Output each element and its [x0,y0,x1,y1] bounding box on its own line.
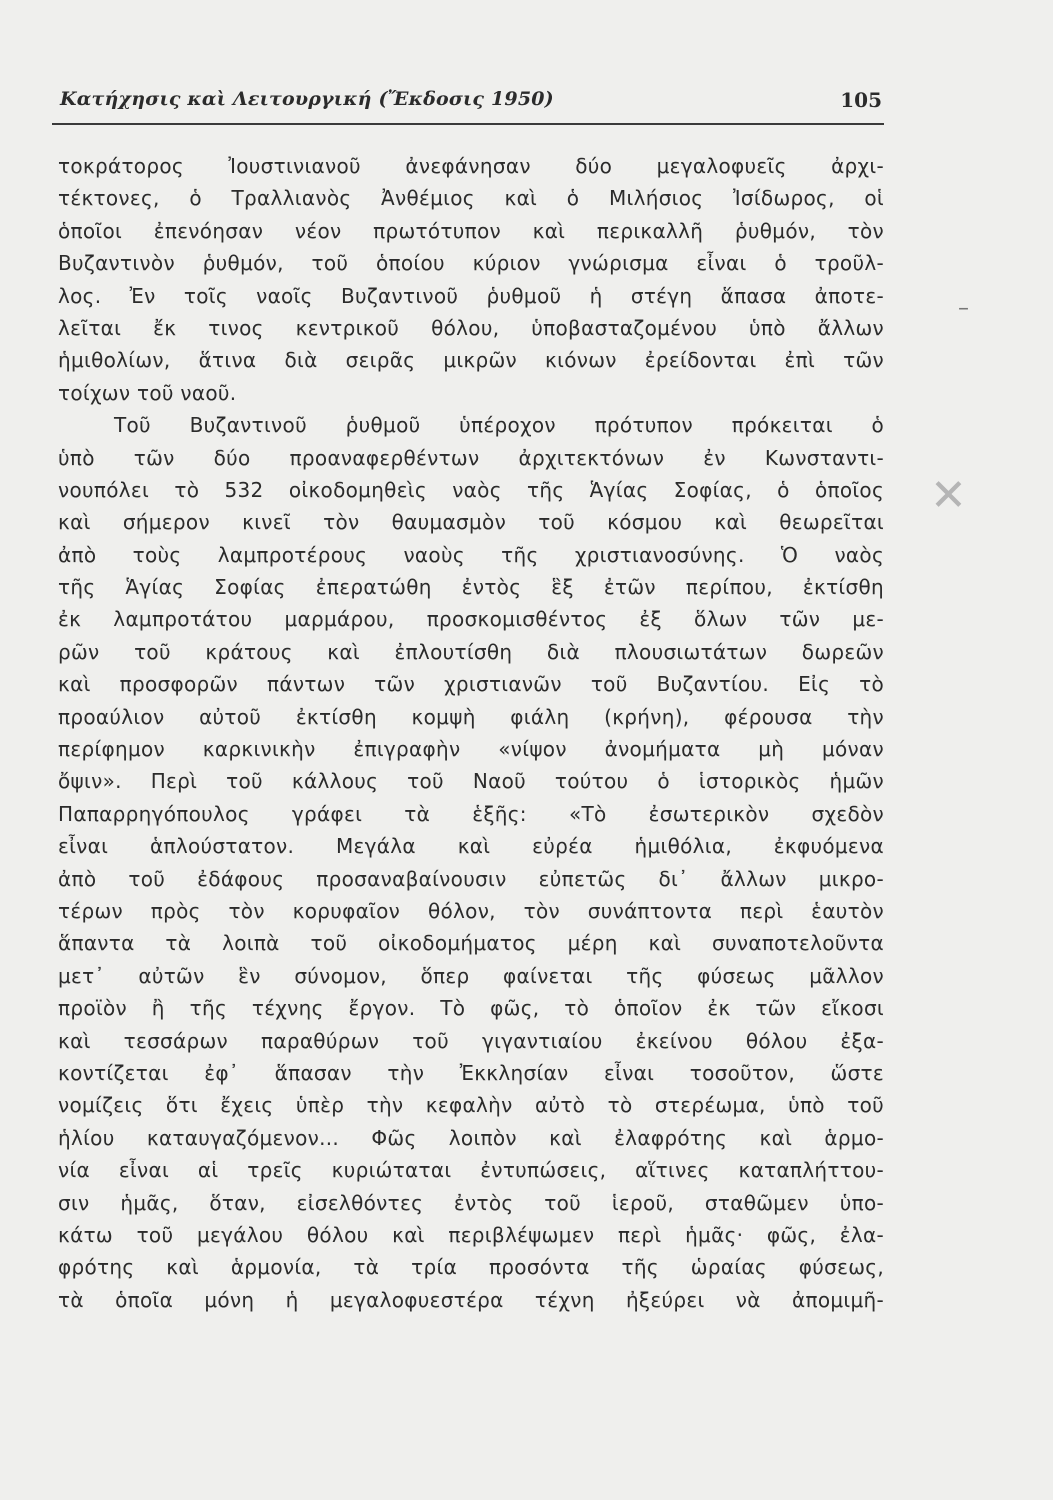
pencil-cross-mark: ✕ [930,470,967,521]
text-line: ἀπὸ τοῦ ἐδάφους προσαναβαίνουσιν εὐπετῶς δι᾽ ἄλλων μικρο- [58,866,884,891]
text-line: τέκτονες, ὁ Τραλλιανὸς Ἀνθέμιος καὶ ὁ Μιλήσιος Ἰσίδωρος, οἱ [58,186,884,211]
text-line: ὑπὸ τῶν δύο προαναφερθέντων ἀρχιτεκτόνων ἐν Κωνσταντι- [58,445,884,470]
header-rule [52,123,884,125]
text-line: ἅπαντα τὰ λοιπὰ τοῦ οἰκοδομήματος μέρη καὶ συναποτελοῦντα [58,931,884,956]
text-line: ἡλίου καταυγαζόμενον... Φῶς λοιπὸν καὶ ἐλαφρότης καὶ ἁρμο- [58,1125,884,1150]
text-line: νία εἶναι αἱ τρεῖς κυριώταται ἐντυπώσεις, αἵτινες καταπλήττου- [58,1158,884,1183]
pencil-dash-mark: – [958,296,969,321]
text-line: φρότης καὶ ἁρμονία, τὰ τρία προσόντα τῆς ὡραίας φύσεως, [58,1255,884,1280]
text-line: κάτω τοῦ μεγάλου θόλου καὶ περιβλέψωμεν περὶ ἡμᾶς· φῶς, ἐλα- [58,1222,884,1247]
text-line: σιν ἡμᾶς, ὅταν, εἰσελθόντες ἐντὸς τοῦ ἱεροῦ, σταθῶμεν ὑπο- [58,1190,884,1215]
text-line: ρῶν τοῦ κράτους καὶ ἐπλουτίσθη διὰ πλουσιωτάτων δωρεῶν [58,639,884,664]
text-line: τέρων πρὸς τὸν κορυφαῖον θόλον, τὸν συνάπτοντα περὶ ἑαυτὸν [58,898,884,923]
running-title: Κατήχησις καὶ Λειτουργική (Ἔκδοσις 1950) [60,88,554,110]
text-line: νουπόλει τὸ 532 οἰκοδομηθεὶς ναὸς τῆς Ἁγίας Σοφίας, ὁ ὁποῖος [58,477,884,502]
text-line: καὶ προσφορῶν πάντων τῶν χριστιανῶν τοῦ Βυζαντίου. Εἰς τὸ [58,672,884,697]
running-head [60,88,882,120]
text-line: ὁποῖοι ἐπενόησαν νέον πρωτότυπον καὶ περικαλλῆ ῥυθμόν, τὸν [58,218,884,243]
text-line: μετ᾽ αὐτῶν ἓν σύνομον, ὅπερ φαίνεται τῆς φύσεως μᾶλλον [58,963,884,988]
text-line: λος. Ἐν τοῖς ναοῖς Βυζαντινοῦ ῥυθμοῦ ἡ στέγη ἅπασα ἀποτε- [58,283,884,308]
text-line: ὄψιν». Περὶ τοῦ κάλλους τοῦ Ναοῦ τούτου ὁ ἱστορικὸς ἡμῶν [58,769,884,794]
text-line: ἐκ λαμπροτάτου μαρμάρου, προσκομισθέντος ἐξ ὅλων τῶν με- [58,607,884,632]
text-line: νομίζεις ὅτι ἔχεις ὑπὲρ τὴν κεφαλὴν αὐτὸ τὸ στερέωμα, ὑπὸ τοῦ [58,1093,884,1118]
paragraph-end-line: τοίχων τοῦ ναοῦ. [58,380,237,405]
text-line: προαύλιον αὐτοῦ ἐκτίσθη κομψὴ φιάλη (κρήνη), φέρουσα τὴν [58,704,884,729]
text-line: κοντίζεται ἐφ᾽ ἅπασαν τὴν Ἐκκλησίαν εἶναι τοσοῦτον, ὥστε [58,1060,884,1085]
text-line: τοκράτορος Ἰουστινιανοῦ ἀνεφάνησαν δύο μεγαλοφυεῖς ἀρχι- [58,154,884,178]
text-line: λεῖται ἔκ τινος κεντρικοῦ θόλου, ὑποβασταζομένου ὑπὸ ἄλλων [58,315,884,340]
text-line: ἀπὸ τοὺς λαμπροτέρους ναοὺς τῆς χριστιανοσύνης. Ὁ ναὸς [58,542,884,567]
text-line: περίφημον καρκινικὴν ἐπιγραφὴν «νίψον ἀνομήματα μὴ μόναν [58,737,884,762]
text-line: καὶ τεσσάρων παραθύρων τοῦ γιγαντιαίου ἐκείνου θόλου ἐξα- [58,1028,884,1053]
text-line: καὶ σήμερον κινεῖ τὸν θαυμασμὸν τοῦ κόσμου καὶ θεωρεῖται [58,510,884,535]
body-text [58,150,884,1316]
text-line: Βυζαντινὸν ῥυθμόν, τοῦ ὁποίου κύριον γνώρισμα εἶναι ὁ τροῦλ- [58,251,884,276]
text-line: προϊὸν ἢ τῆς τέχνης ἔργον. Τὸ φῶς, τὸ ὁποῖον ἐκ τῶν εἴκοσι [58,996,884,1021]
paragraph-start-line: Τοῦ Βυζαντινοῦ ῥυθμοῦ ὑπέροχον πρότυπον πρόκειται ὁ [114,413,884,438]
text-line: τῆς Ἁγίας Σοφίας ἐπερατώθη ἐντὸς ἓξ ἐτῶν περίπου, ἐκτίσθη [58,575,884,600]
text-line: τὰ ὁποῖα μόνη ἡ μεγαλοφυεστέρα τέχνη ἠξεύρει νὰ ἀπομιμῆ- [58,1287,884,1312]
text-line: εἶναι ἁπλούστατον. Μεγάλα καὶ εὐρέα ἡμιθόλια, ἐκφυόμενα [58,834,884,859]
text-line: ἡμιθολίων, ἅτινα διὰ σειρᾶς μικρῶν κιόνων ἐρείδονται ἐπὶ τῶν [58,348,884,373]
text-line: Παπαρρηγόπουλος γράφει τὰ ἑξῆς: «Τὸ ἐσωτερικὸν σχεδὸν [58,801,884,826]
page-number: 105 [840,88,882,112]
